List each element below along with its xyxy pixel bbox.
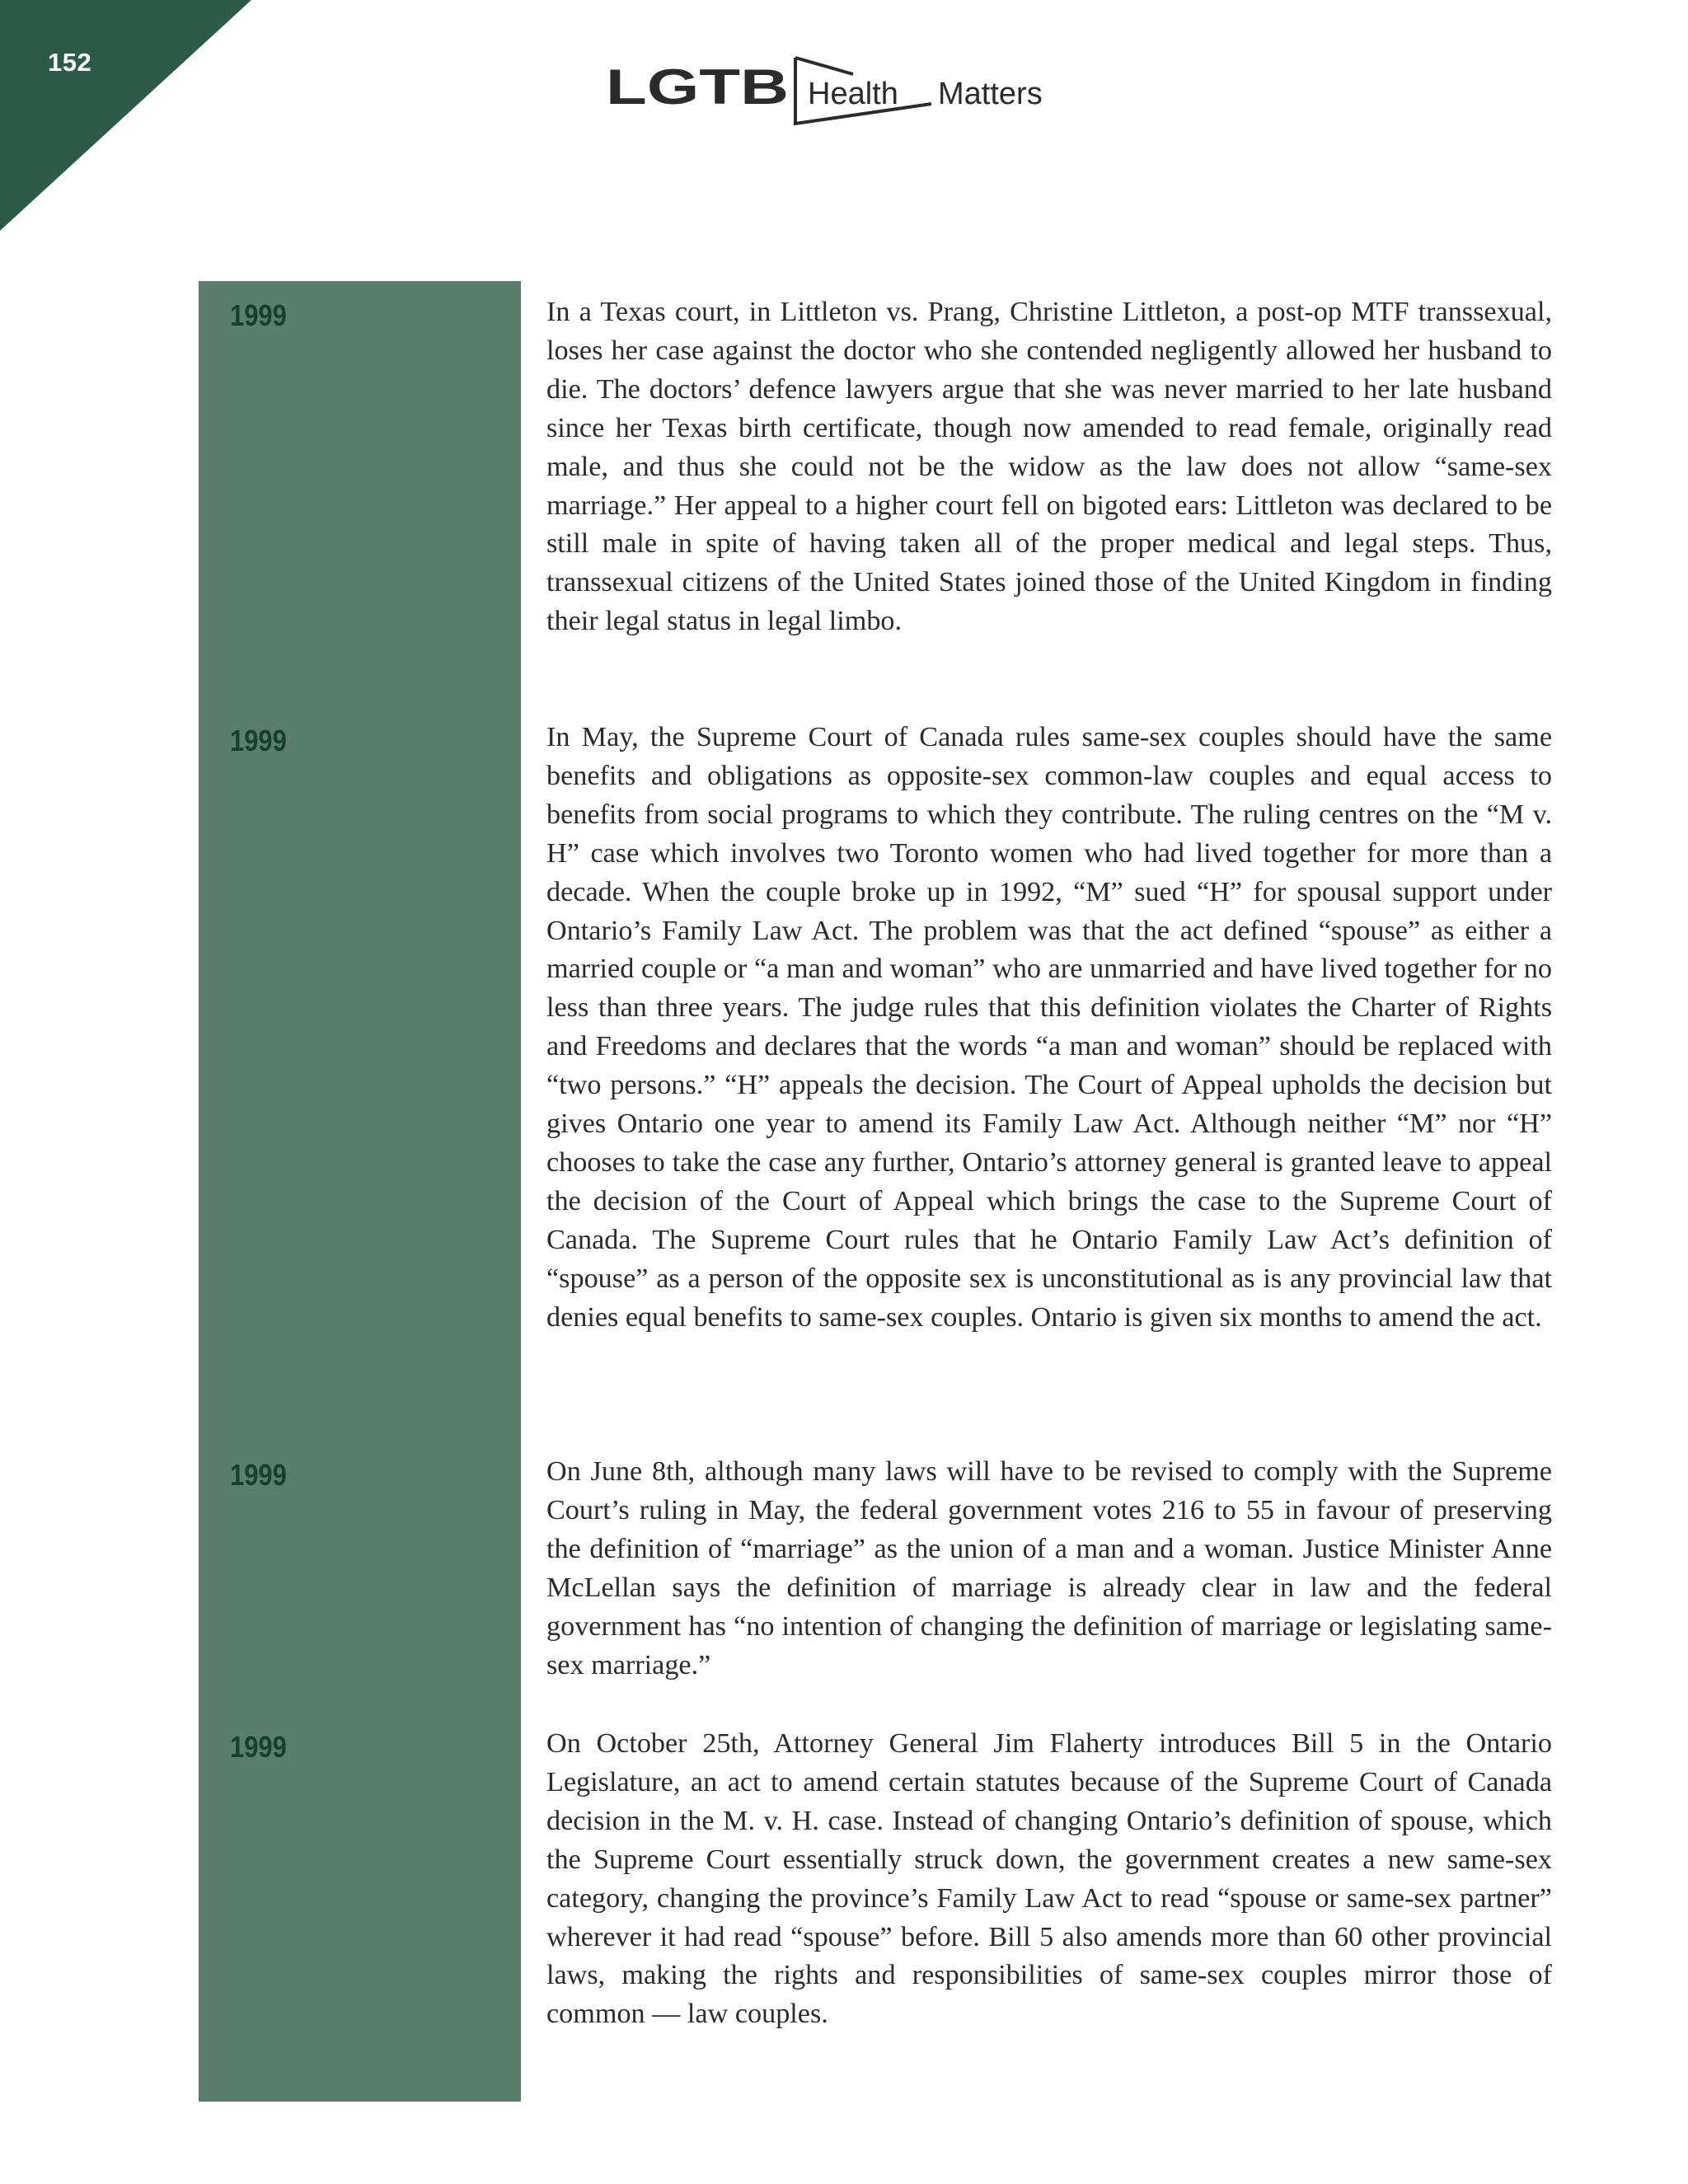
entry-text: On October 25th, Attorney General Jim Flaherty introduces Bill 5 in the Ontario Legislature, an act to amend certain statutes because of the Supreme Court of Canada decision in the M. v. H. case. Instead of changing Ontario’s definition of spouse, which the Supreme Court essentially struck down, the government creates a new same-sex category, changing the province’s Family Law Act to read “spouse or same-sex partner” wherever it had read “spouse” before. Bill 5 also amends more than 60 other provincial laws, making the rights and responsibilities of same-sex couples mirror those of common — law couples. (546, 1728, 1552, 2030)
entry-year: 1999 (230, 1458, 287, 1492)
logo (606, 54, 1088, 130)
entry-year: 1999 (230, 724, 287, 757)
entry-text: In May, the Supreme Court of Canada rules same-sex couples should have the same benefits and obligations as opposite-sex common-law couples and equal access to benefits from social programs to which they contribute. The ruling centres on the “M v. H” case which involves two Toronto women who had lived together for more than a decade. When the couple broke up in 1992, “M” sued “H” for spousal support under Ontario’s Family Law Act. The problem was that the act defined “spouse” as either a married couple or “a man and woman” who are unmarried and have lived together for no less than three years. The judge rules that this definition violates the Charter of Rights and Freedoms and declares that the words “a man and woman” should be replaced with “two persons.” “H” appeals the decision. The Court of Appeal upholds the decision but gives Ontario one year to amend its Family Law Act. Although neither “M” nor “H” chooses to take the case any further, Ontario’s attorney general is granted leave to appeal the decision of the Court of Appeal which brings the case to the Supreme Court of Canada. The Supreme Court rules that he Ontario Family Law Act’s definition of “spouse” as a person of the opposite sex is unconstitutional as is any provincial law that denies equal benefits to same-sex couples. Ontario is given six months to amend the act. (546, 722, 1552, 1333)
logo-health-text: Health (808, 77, 898, 111)
entry-year: 1999 (230, 1730, 287, 1764)
logo-matters-text: Matters (938, 77, 1043, 111)
entry-year: 1999 (230, 298, 287, 332)
entry-text: On June 8th, although many laws will have to be revised to comply with the Supreme Court’s ruling in May, the federal government votes 216 to 55 in favour of preserving the definition of “marriage” as the union of a man and a woman. Justice Minister Anne McLellan says the definition of marriage is already clear in law and the federal government has “no intention of changing the definition of marriage or legislating same-sex marriage.” (546, 1456, 1552, 1680)
logo-main-text: LGTB (606, 59, 789, 115)
timeline-sidebar (199, 281, 521, 2102)
entry-text: In a Texas court, in Littleton vs. Prang, Christine Littleton, a post-op MTF transsexual, loses her case against the doctor who she contended negligently allowed her husband to die. The doctors’ defence lawyers argue that she was never married to her late husband since her Texas birth certificate, though now amended to read female, originally read male, and thus she could not be the widow as the law does not allow “same-sex marriage.” Her appeal to a higher court fell on bigoted ears: Littleton was declared to be still male in spite of having taken all of the proper medical and legal steps. Thus, transsexual citizens of the United States joined those of the United Kingdom in finding their legal status in legal limbo. (546, 297, 1552, 637)
page-number: 152 (48, 48, 92, 77)
corner-decoration (0, 0, 251, 231)
